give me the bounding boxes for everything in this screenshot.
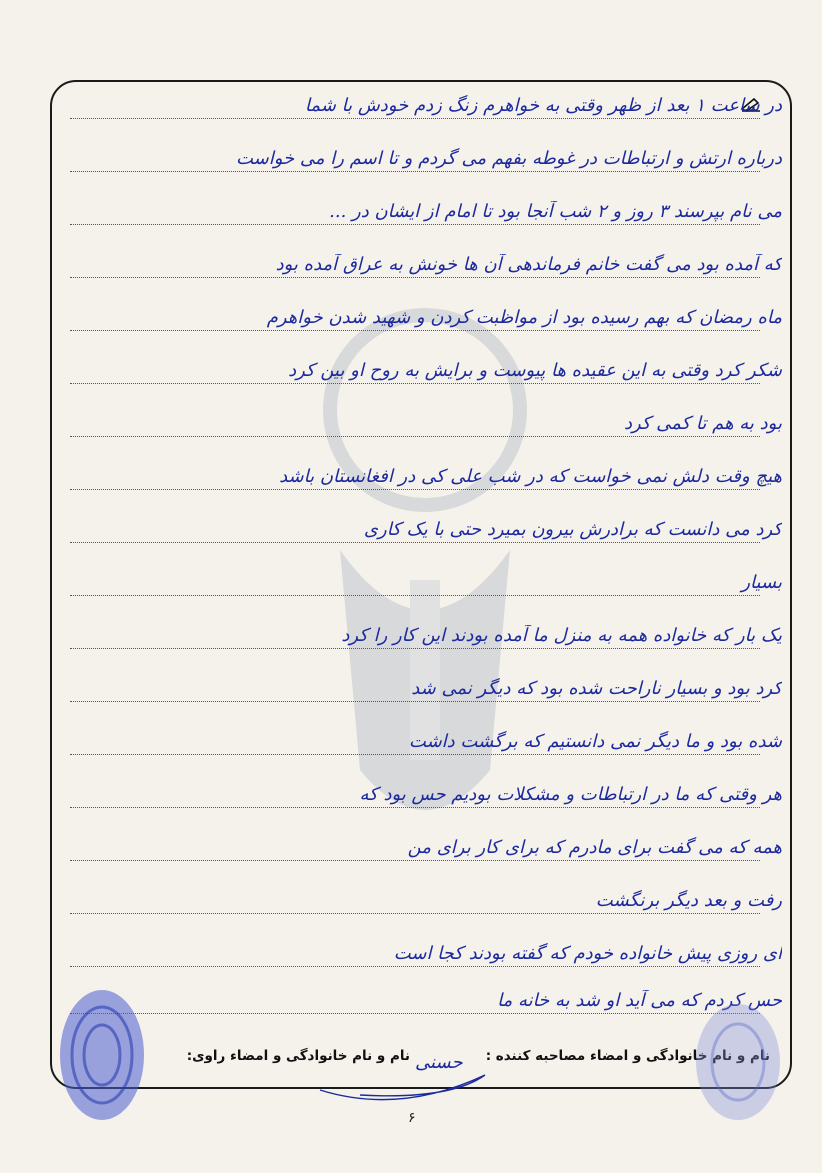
- interviewer-signature: حسنی: [415, 1052, 463, 1073]
- handwritten-line: یک بار که خانواده همه به منزل ما آمده بودند این کار را کرد: [341, 625, 782, 646]
- ruled-line: [70, 754, 760, 755]
- handwritten-line: همه که می گفت برای مادرم که برای کار برای من: [407, 837, 782, 858]
- ruled-line: [70, 966, 760, 967]
- ruled-line: [70, 330, 760, 331]
- ruled-line: [70, 224, 760, 225]
- handwritten-line: در ساعت ۱ بعد از ظهر وقتی به خواهرم زنگ زدم خودش با شما: [304, 95, 782, 116]
- ruled-line: [70, 542, 760, 543]
- handwritten-line: هیچ وقت دلش نمی خواست که در شب علی کی در افغانستان باشد: [279, 466, 782, 487]
- signature-flourish: [300, 1045, 500, 1110]
- interviewer-label: نام و نام خانوادگی و امضاء مصاحبه کننده :: [485, 1048, 770, 1064]
- handwritten-line: شده بود و ما دیگر نمی دانستیم که برگشت داشت: [408, 731, 782, 752]
- handwritten-line: حس کردم که می آید او شد به خانه ما: [497, 990, 782, 1011]
- ruled-line: [70, 1013, 760, 1014]
- narrator-label: نام و نام خانوادگی و امضاء راوی:: [186, 1048, 410, 1064]
- handwritten-line: ماه رمضان که بهم رسیده بود از مواظبت کردن و شهید شدن خواهرم: [266, 307, 782, 328]
- handwritten-line: درباره ارتش و ارتباطات در غوطه بفهم می گردم و تا اسم را می خواست: [235, 148, 782, 169]
- ruled-line: [70, 913, 760, 914]
- page-number: ۶: [408, 1110, 416, 1126]
- ruled-line: [70, 436, 760, 437]
- handwritten-line: بسیار: [741, 572, 782, 593]
- ruled-line: [70, 383, 760, 384]
- ruled-line: [70, 860, 760, 861]
- ruled-line: [70, 595, 760, 596]
- ruled-line: [70, 277, 760, 278]
- handwritten-line: بود به هم تا کمی کرد: [623, 413, 782, 434]
- handwritten-line: کرد بود و بسیار ناراحت شده بود که دیگر نمی شد: [411, 678, 782, 699]
- fingerprint-right: [690, 1000, 785, 1125]
- handwritten-line: رفت و بعد دیگر برنگشت: [595, 890, 782, 911]
- handwritten-line: ای روزی پیش خانواده خودم که گفته بودند کجا است: [393, 943, 782, 964]
- handwritten-line: که آمده بود می گفت خانم فرماندهی آن ها خونش به عراق آمده بود: [275, 254, 782, 275]
- handwritten-line: می نام بپرسند ۳ روز و ۲ شب آنجا بود تا امام از ایشان در ...: [329, 201, 782, 222]
- ruled-line: [70, 118, 760, 119]
- ruled-line: [70, 648, 760, 649]
- handwritten-line: شکر کرد وقتی به این عقیده ها پیوست و برایش به روح او بین کرد: [288, 360, 782, 381]
- fingerprint-left: [55, 985, 150, 1125]
- ruled-line: [70, 701, 760, 702]
- ruled-line: [70, 171, 760, 172]
- ruled-line: [70, 489, 760, 490]
- handwritten-line: هر وقتی که ما در ارتباطات و مشکلات بودیم حس بود که: [359, 784, 782, 805]
- ruled-line: [70, 807, 760, 808]
- handwritten-line: کرد می دانست که برادرش بیرون بمیرد حتی با یک کاری: [363, 519, 782, 540]
